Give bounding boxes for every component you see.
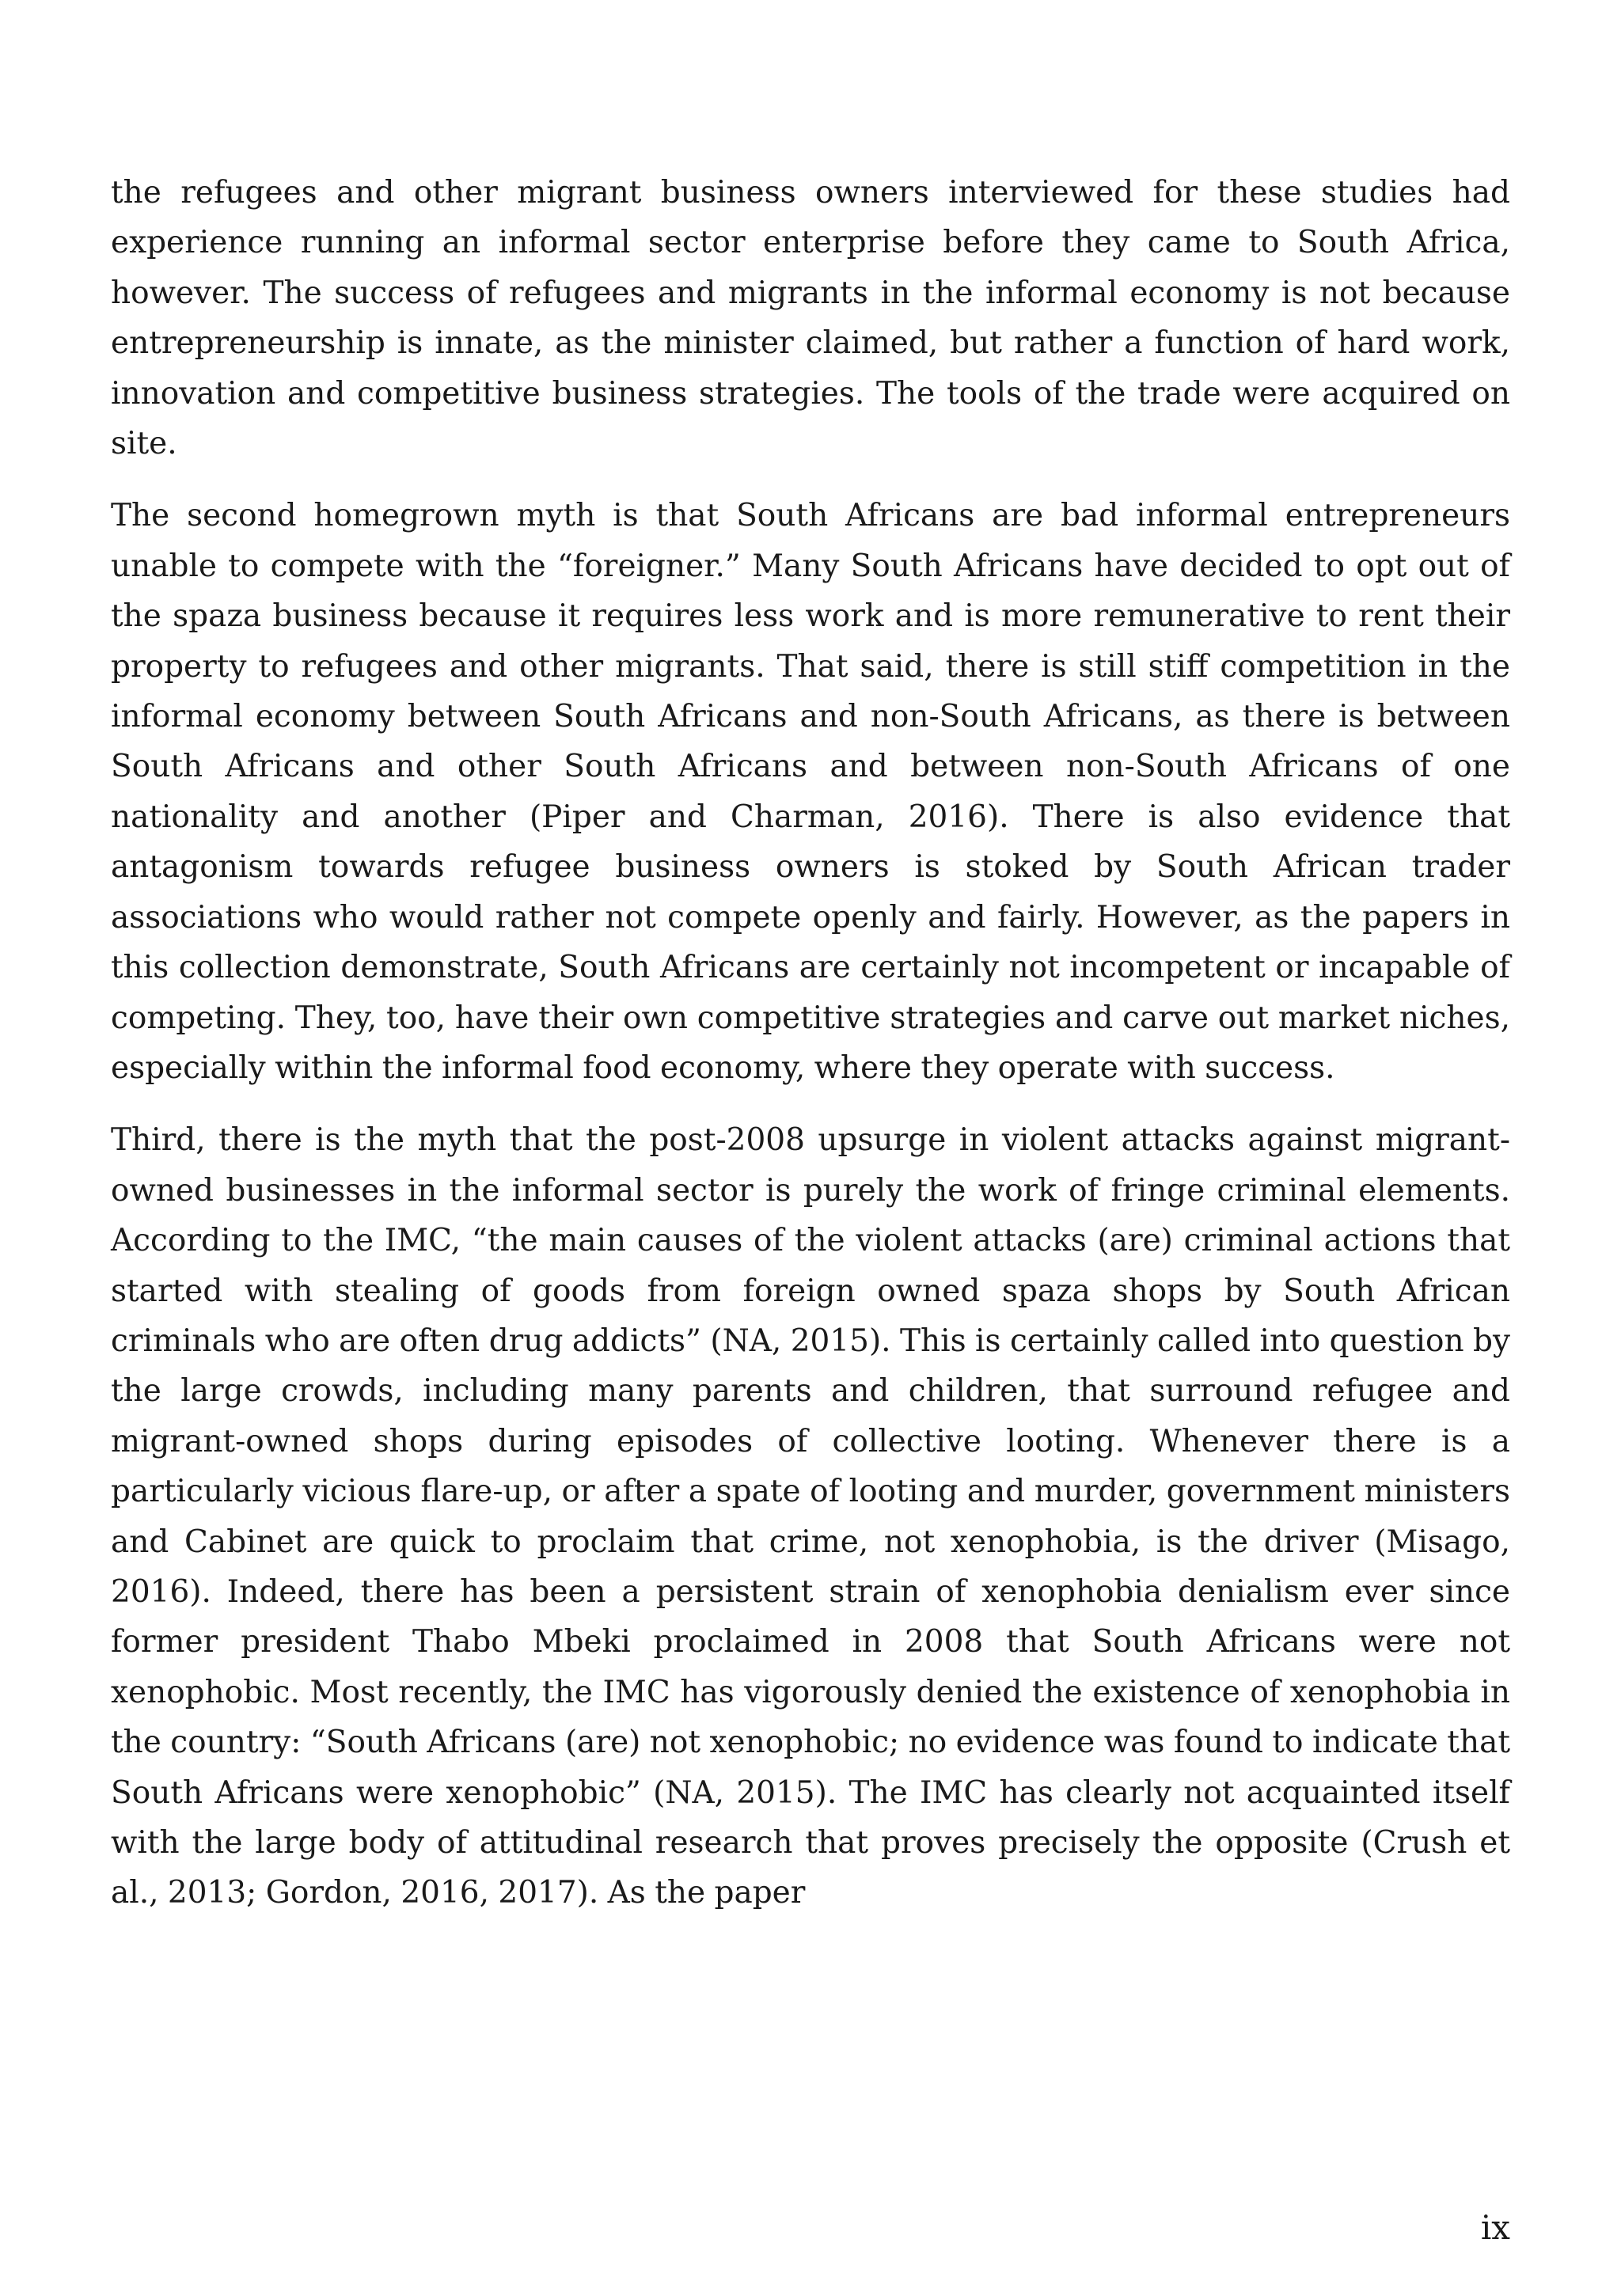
body-text bbox=[111, 168, 1510, 1941]
paragraph-1: the refugees and other migrant business owners interviewed for these studies had experience running an informal sector enterprise before they came to South Africa, however. The success of refugees and migrants in the informal economy is not because entrepreneurship is innate, as the minister claimed, but rather a function of hard work, innovation and competitive business strategies. The tools of the trade were acquired on site. bbox=[111, 175, 1510, 462]
paragraph-3: Third, there is the myth that the post-2008 upsurge in violent attacks against migrant-owned businesses in the informal sector is purely the work of fringe criminal elements. According to the IMC, “the main causes of the violent attacks (are) criminal actions that started with stealing of goods from foreign owned spaza shops by South African criminals who are often drug addicts” (NA, 2015). This is certainly called into question by the large crowds, including many parents and children, that surround refugee and migrant-owned shops during episodes of collective looting. Whenever there is a particularly vicious flare-up, or after a spate of looting and murder, government ministers and Cabinet are quick to proclaim that crime, not xenophobia, is the driver (Misago, 2016). Indeed, there has been a persistent strain of xenophobia denialism ever since former president Thabo Mbeki proclaimed in 2008 that South Africans were not xenophobic. Most recently, the IMC has vigorously denied the existence of xenophobia in the country: “South Africans (are) not xenophobic; no evidence was found to indicate that South Africans were xenophobic” (NA, 2015). The IMC has clearly not acquainted itself with the large body of attitudinal research that proves precisely the opposite (Crush et al., 2013; Gordon, 2016, 2017). As the paper bbox=[111, 1122, 1510, 1911]
page-number: ix bbox=[1480, 2208, 1510, 2247]
paragraph-2: The second homegrown myth is that South Africans are bad informal entrepreneurs unable to compete with the “foreigner.” Many South Africans have decided to opt out of the spaza business because it requires less work and is more remunerative to rent their property to refugees and other migrants. That said, there is still stiff competition in the informal economy between South Africans and non-South Africans, as there is between South Africans and other South Africans and between non-South Africans of one nationality and another (Piper and Charman, 2016). There is also evidence that antagonism towards refugee business owners is stoked by South African trader associations who would rather not compete openly and fairly. However, as the papers in this collection demonstrate, South Africans are certainly not incompetent or incapable of competing. They, too, have their own competitive strategies and carve out market niches, especially within the informal food economy, where they operate with success. bbox=[111, 498, 1510, 1086]
